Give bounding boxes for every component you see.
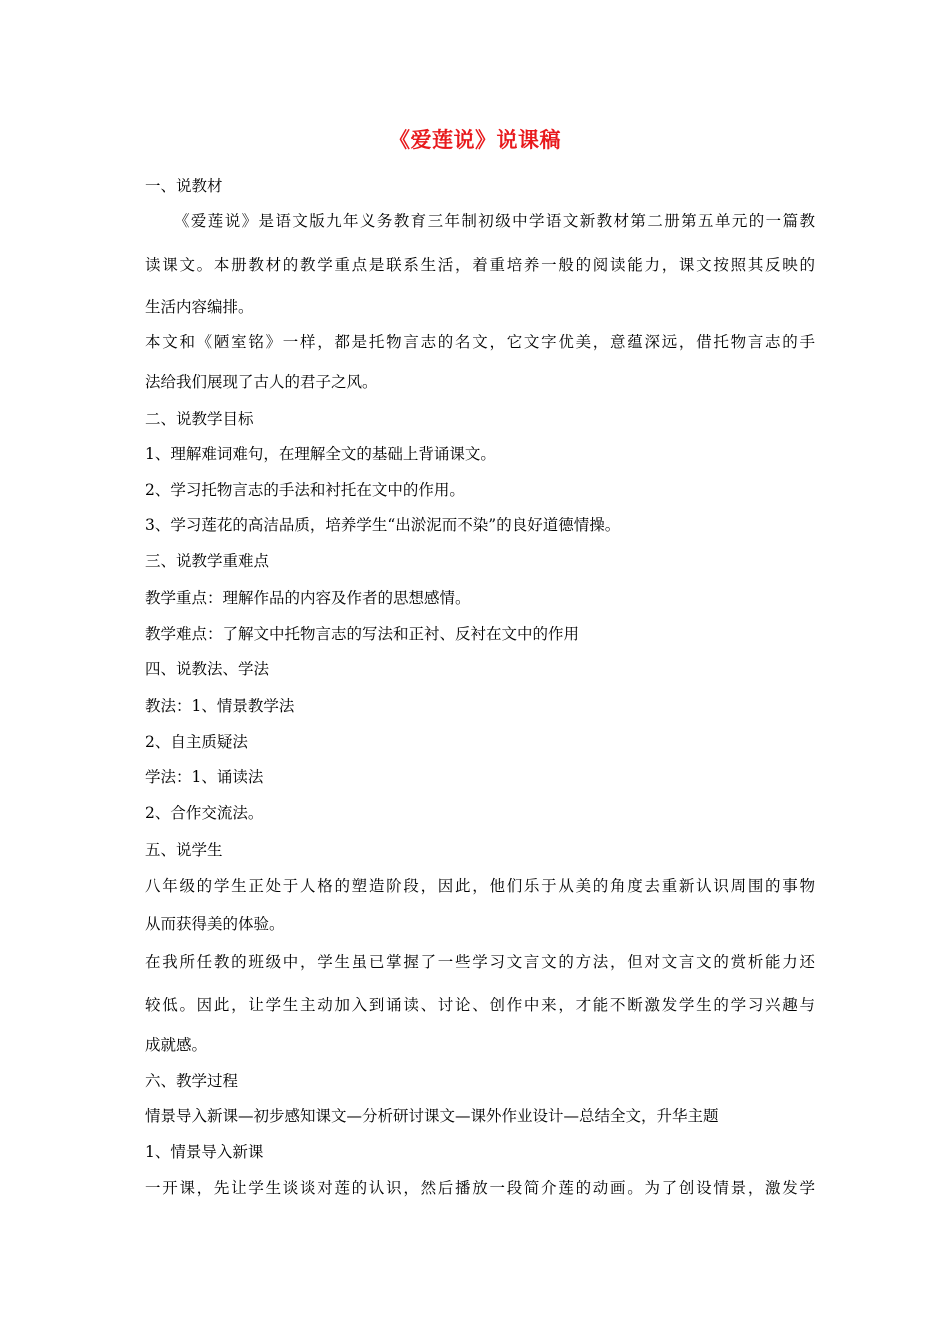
- paragraph-line: 教学重点：理解作品的内容及作者的思想感情。: [145, 589, 471, 607]
- paragraph-line: 本文和《陋室铭》一样，都是托物言志的名文，它文字优美，意蕴深远，借托物言志的手: [145, 333, 815, 351]
- list-item: 3、学习莲花的高洁品质，培养学生“出淤泥而不染”的良好道德情操。: [145, 516, 621, 534]
- section-heading-methods: 四、说教法、学法: [145, 660, 270, 678]
- paragraph-line: 生活内容编排。: [145, 298, 254, 316]
- paragraph-line: 《爱莲说》是语文版九年义务教育三年制初级中学语文新教材第二册第五单元的一篇教: [174, 212, 815, 230]
- list-item: 2、学习托物言志的手法和衬托在文中的作用。: [145, 481, 465, 499]
- list-item: 教法：1、情景教学法: [145, 697, 295, 715]
- paragraph-line: 教学难点：了解文中托物言志的写法和正衬、反衬在文中的作用: [145, 625, 580, 643]
- list-item: 学法：1、诵读法: [145, 768, 264, 786]
- paragraph-line: 八年级的学生正处于人格的塑造阶段，因此，他们乐于从美的角度去重新认识周围的事物: [145, 877, 815, 895]
- paragraph-line: 在我所任教的班级中，学生虽已掌握了一些学习文言文的方法，但对文言文的赏析能力还: [145, 953, 815, 971]
- paragraph-line: 读课文。本册教材的教学重点是联系生活，着重培养一般的阅读能力，课文按照其反映的: [145, 256, 815, 274]
- list-item: 2、合作交流法。: [145, 804, 264, 822]
- list-item: 2、自主质疑法: [145, 733, 248, 751]
- paragraph-line: 成就感。: [145, 1036, 208, 1054]
- section-heading-process: 六、教学过程: [145, 1072, 239, 1090]
- document-title: 《爱莲说》说课稿: [389, 127, 561, 152]
- section-heading-textbook: 一、说教材: [145, 177, 223, 195]
- list-item: 1、情景导入新课: [145, 1143, 264, 1161]
- section-heading-students: 五、说学生: [145, 841, 223, 859]
- paragraph-line: 情景导入新课—初步感知课文—分析研讨课文—课外作业设计—总结全文，升华主题: [145, 1107, 719, 1125]
- paragraph-line: 从而获得美的体验。: [145, 915, 285, 933]
- paragraph-line: 法给我们展现了古人的君子之风。: [145, 373, 378, 391]
- section-heading-objectives: 二、说教学目标: [145, 410, 254, 428]
- paragraph-line: 一开课，先让学生谈谈对莲的认识，然后播放一段简介莲的动画。为了创设情景，激发学: [145, 1179, 815, 1197]
- paragraph-line: 较低。因此，让学生主动加入到诵读、讨论、创作中来，才能不断激发学生的学习兴趣与: [145, 996, 815, 1014]
- list-item: 1、理解难词难句，在理解全文的基础上背诵课文。: [145, 445, 496, 463]
- section-heading-key-points: 三、说教学重难点: [145, 552, 270, 570]
